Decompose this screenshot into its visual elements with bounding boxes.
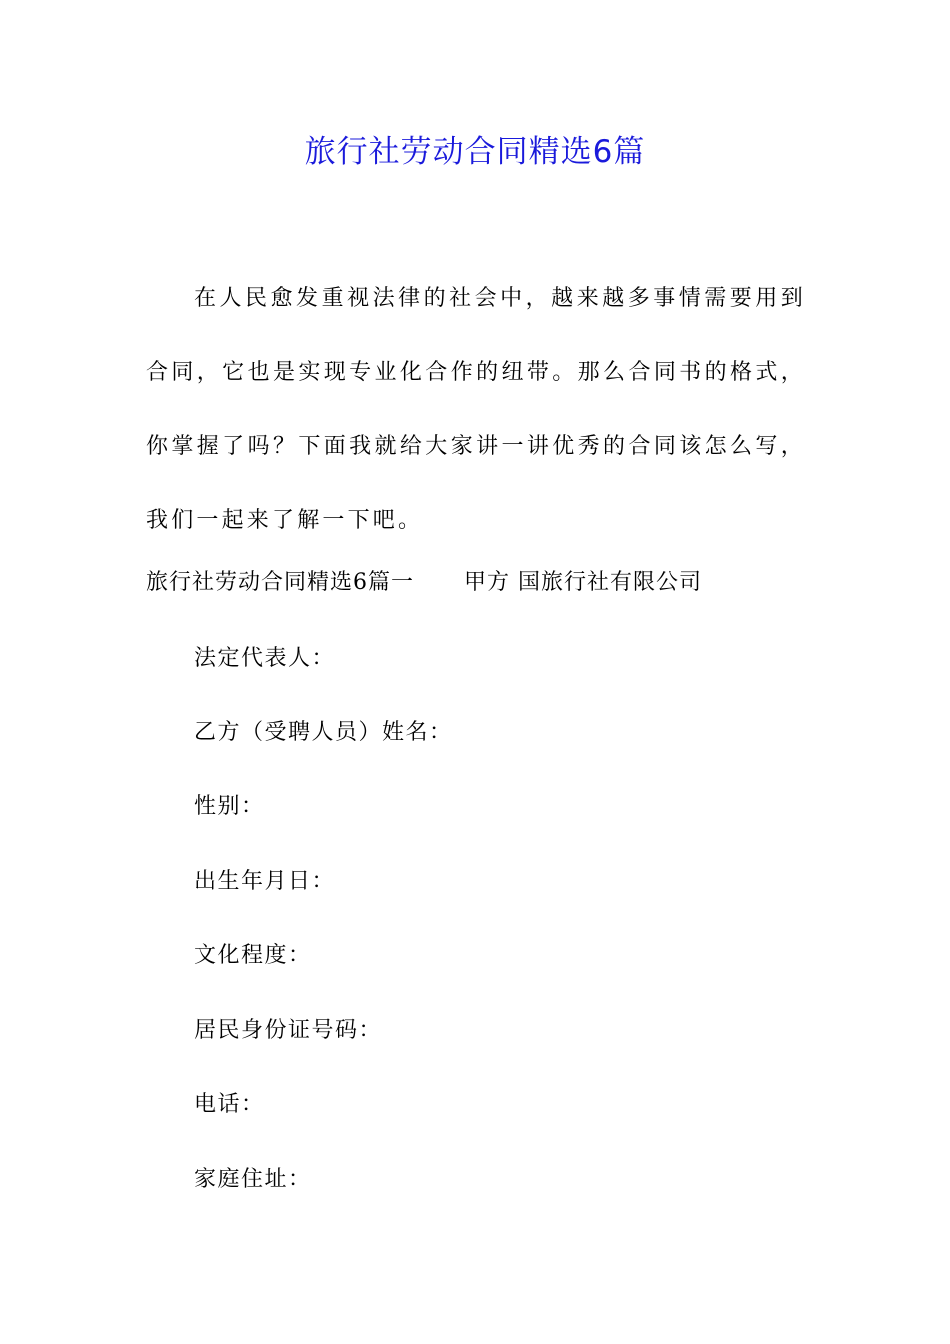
party-a: 甲方 国旅行社有限公司 (464, 570, 702, 595)
section-heading: 旅行社劳动合同精选6篇一 (146, 570, 414, 595)
field-party-b-name: 乙方（受聘人员）姓名： (194, 720, 453, 745)
field-home-address: 家庭住址： (194, 1167, 312, 1192)
field-gender: 性别： (194, 794, 265, 819)
section-heading-line (146, 566, 702, 600)
field-legal-representative: 法定代表人： (194, 646, 336, 671)
document-title: 旅行社劳动合同精选6篇 (304, 134, 646, 170)
field-birth-date: 出生年月日： (194, 869, 336, 894)
field-id-number: 居民身份证号码： (194, 1018, 383, 1043)
field-education: 文化程度： (194, 943, 312, 968)
intro-paragraph: 在人民愈发重视法律的社会中，越来越多事情需要用到合同，它也是实现专业化合作的纽带。那么合同书的格式，你掌握了吗？下面我就给大家讲一讲优秀的合同该怎么写，我们一起来了解一下吧。 (146, 286, 806, 533)
field-phone: 电话： (194, 1092, 265, 1117)
